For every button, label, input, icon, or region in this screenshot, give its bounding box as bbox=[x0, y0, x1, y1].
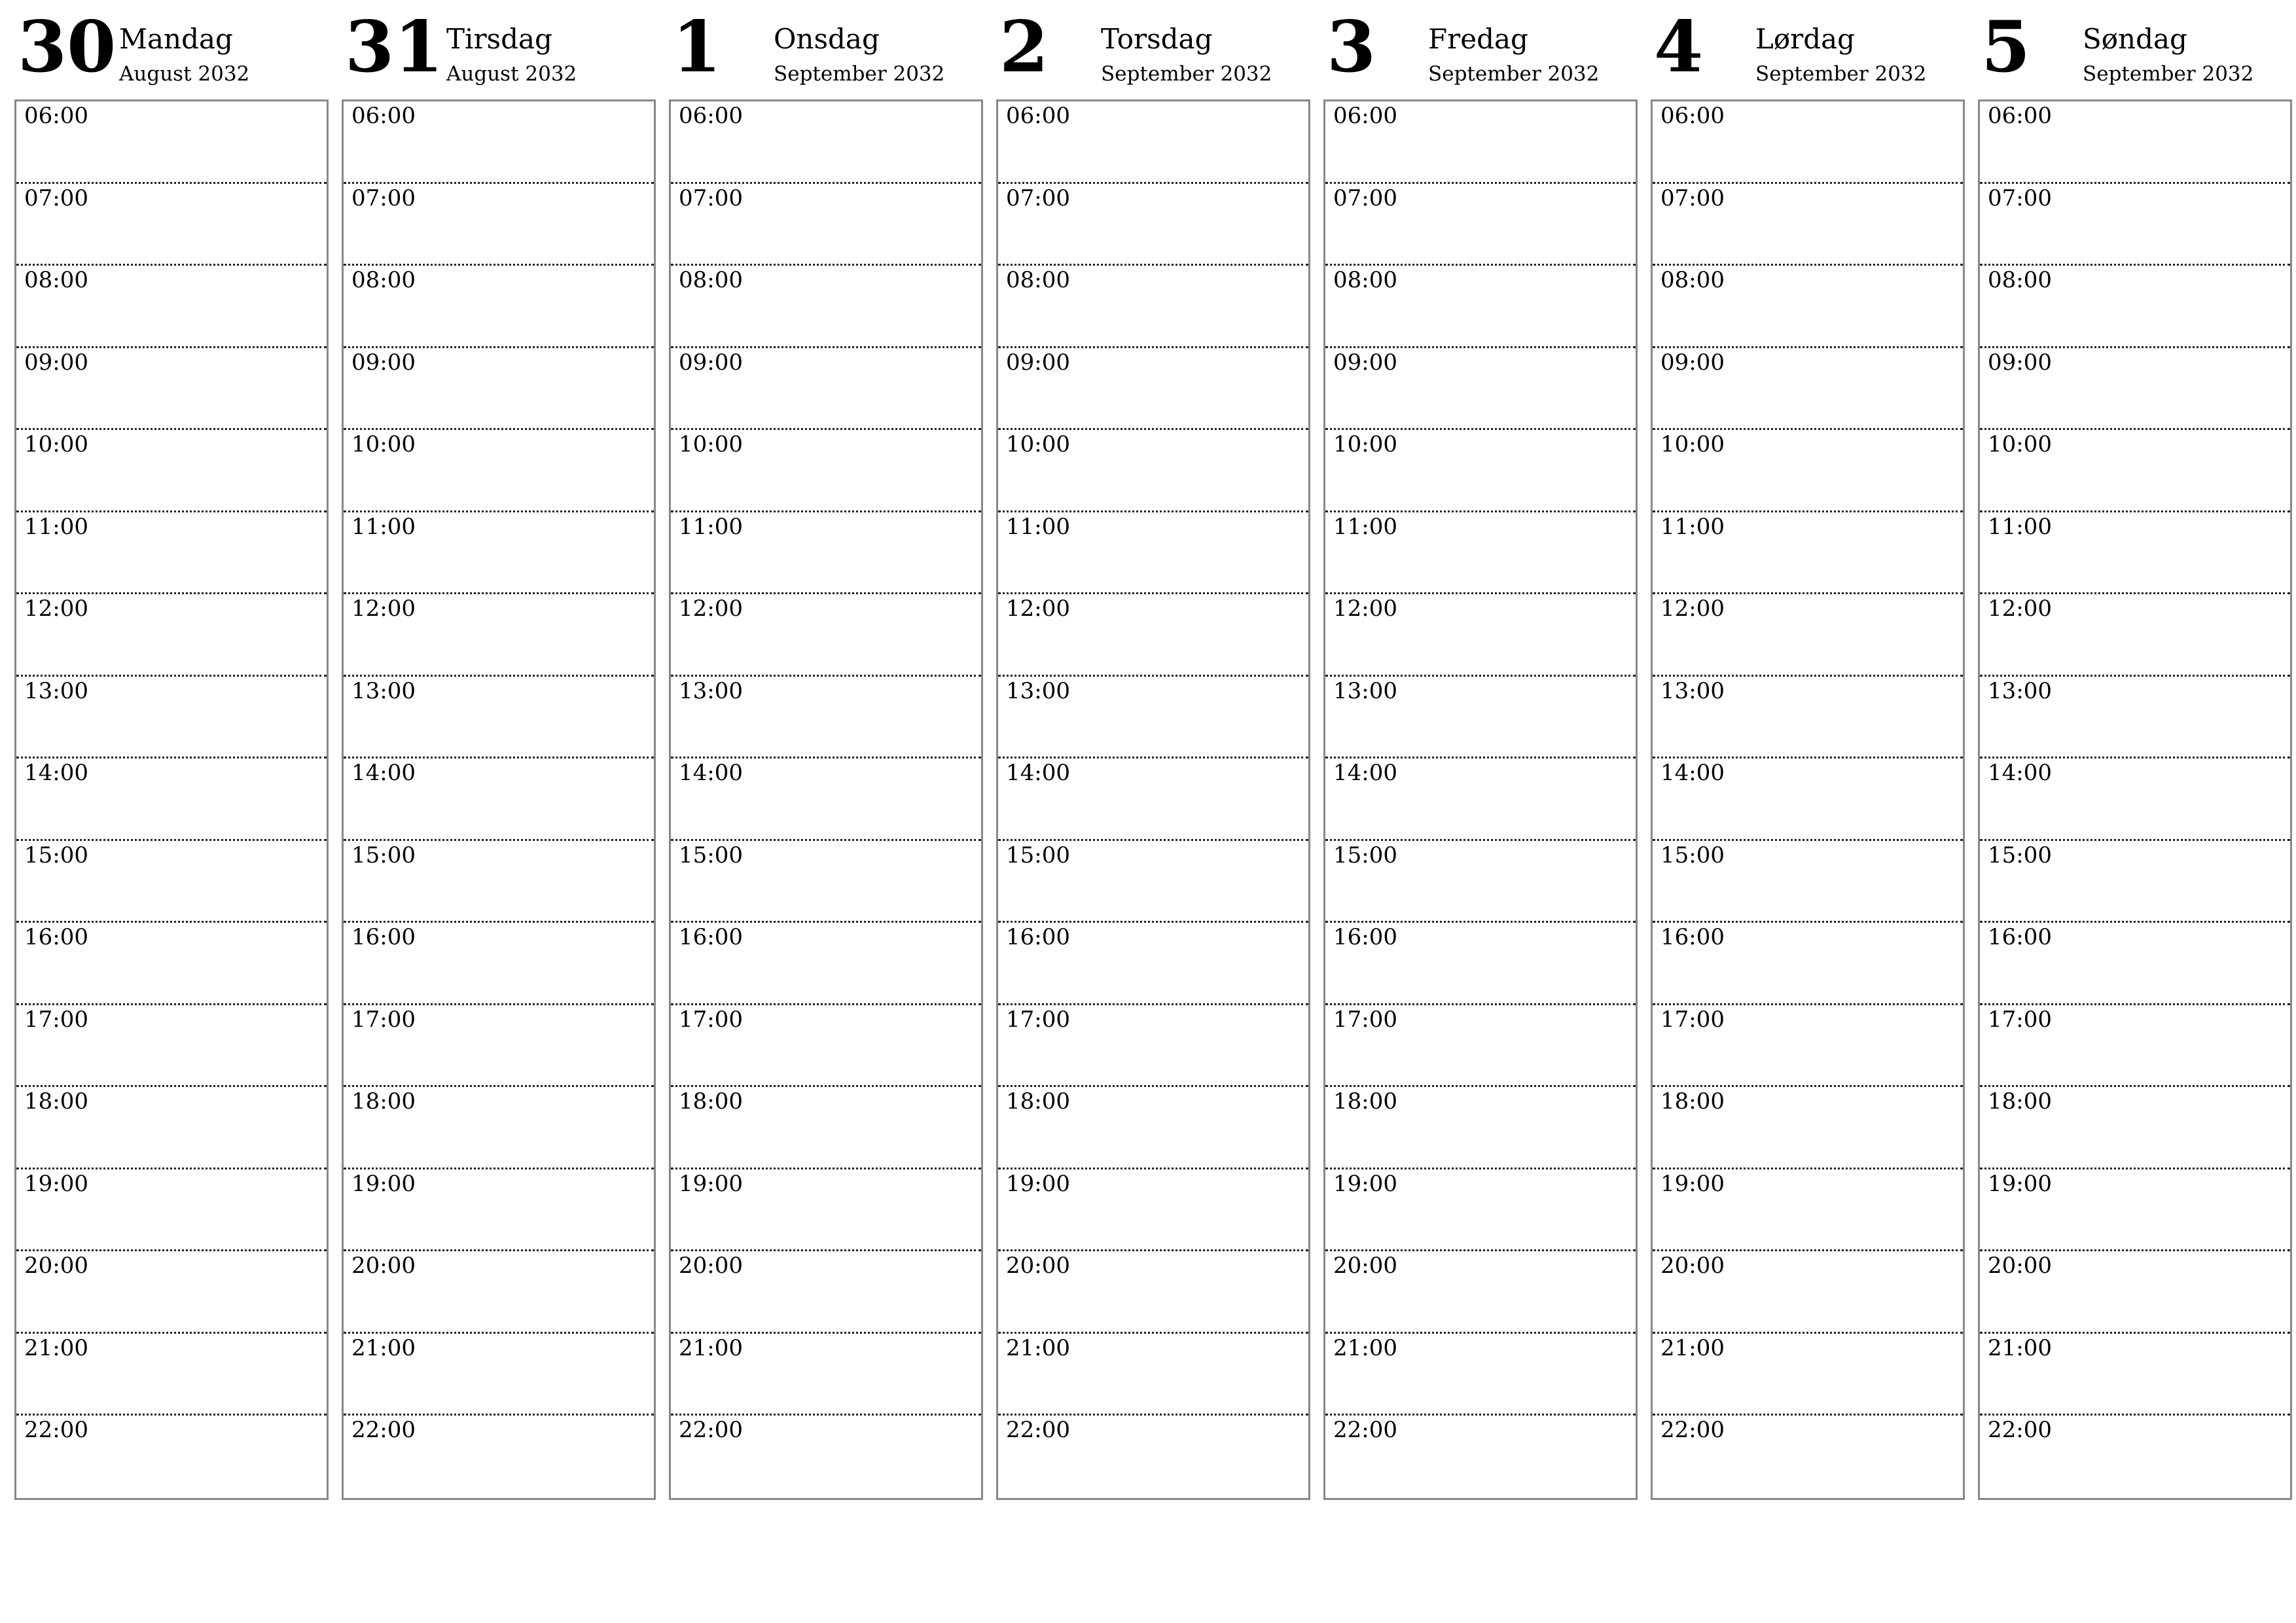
hour-slot bbox=[1980, 1087, 2290, 1169]
hour-label: 09:00 bbox=[24, 349, 88, 376]
hour-label: 06:00 bbox=[1660, 103, 1725, 129]
hour-slot bbox=[1653, 923, 1963, 1005]
hour-slot bbox=[16, 101, 327, 184]
hour-label: 11:00 bbox=[24, 513, 88, 540]
hour-label: 19:00 bbox=[1333, 1170, 1397, 1197]
day-number: 2 bbox=[999, 6, 1049, 88]
hour-label: 22:00 bbox=[1660, 1417, 1725, 1443]
hour-slot bbox=[1325, 512, 1636, 595]
hour-slot bbox=[344, 101, 654, 184]
day-header bbox=[14, 0, 327, 99]
day-header bbox=[669, 0, 982, 99]
hour-label: 17:00 bbox=[24, 1006, 88, 1033]
hour-label: 20:00 bbox=[679, 1253, 743, 1279]
hour-slot bbox=[671, 1251, 981, 1334]
hour-slot bbox=[671, 348, 981, 431]
hour-label: 09:00 bbox=[351, 349, 416, 376]
hour-label: 06:00 bbox=[1988, 103, 2052, 129]
hour-slot bbox=[344, 348, 654, 431]
hour-label: 14:00 bbox=[1006, 760, 1070, 786]
hour-label: 22:00 bbox=[1988, 1417, 2052, 1443]
day-column bbox=[342, 0, 655, 1505]
day-schedule-box bbox=[342, 99, 656, 1500]
hour-slot bbox=[344, 430, 654, 512]
hour-label: 13:00 bbox=[679, 677, 743, 704]
hour-slot bbox=[1653, 677, 1963, 759]
hour-slot bbox=[1325, 348, 1636, 431]
hour-slot bbox=[16, 1005, 327, 1088]
hour-slot bbox=[1653, 1251, 1963, 1334]
hour-label: 07:00 bbox=[24, 185, 88, 211]
hour-slot bbox=[671, 758, 981, 841]
day-header bbox=[1323, 0, 1636, 99]
hour-label: 07:00 bbox=[1333, 185, 1397, 211]
hour-slot bbox=[671, 841, 981, 923]
day-name: Torsdag bbox=[1101, 23, 1213, 55]
hour-label: 06:00 bbox=[24, 103, 88, 129]
day-name: Fredag bbox=[1428, 23, 1528, 55]
hour-slot bbox=[671, 184, 981, 266]
hour-label: 17:00 bbox=[1333, 1006, 1397, 1033]
day-number: 1 bbox=[672, 6, 722, 88]
hour-label: 19:00 bbox=[24, 1170, 88, 1197]
hour-label: 11:00 bbox=[1333, 513, 1397, 540]
hour-slot bbox=[1653, 594, 1963, 677]
hour-label: 15:00 bbox=[24, 842, 88, 868]
hour-label: 08:00 bbox=[351, 267, 416, 293]
month-year: September 2032 bbox=[2083, 62, 2254, 86]
hour-slot bbox=[344, 1169, 654, 1252]
hour-label: 21:00 bbox=[1006, 1334, 1070, 1361]
hour-slot bbox=[1653, 512, 1963, 595]
hour-slot bbox=[16, 594, 327, 677]
hour-label: 15:00 bbox=[1988, 842, 2052, 868]
hour-label: 20:00 bbox=[351, 1253, 416, 1279]
hour-label: 17:00 bbox=[351, 1006, 416, 1033]
hour-label: 11:00 bbox=[1006, 513, 1070, 540]
hour-label: 16:00 bbox=[24, 924, 88, 950]
hour-label: 15:00 bbox=[351, 842, 416, 868]
hour-slot bbox=[1325, 841, 1636, 923]
hour-slot bbox=[1653, 348, 1963, 431]
hour-label: 13:00 bbox=[1660, 677, 1725, 704]
hour-slot bbox=[998, 923, 1308, 1005]
hour-label: 12:00 bbox=[679, 596, 743, 622]
hour-label: 09:00 bbox=[1660, 349, 1725, 376]
hour-slot bbox=[16, 430, 327, 512]
hour-label: 15:00 bbox=[1660, 842, 1725, 868]
hour-label: 07:00 bbox=[1660, 185, 1725, 211]
hour-label: 20:00 bbox=[1660, 1253, 1725, 1279]
month-year: September 2032 bbox=[1101, 62, 1272, 86]
hour-label: 12:00 bbox=[24, 596, 88, 622]
hour-slot bbox=[16, 758, 327, 841]
hour-slot bbox=[998, 1087, 1308, 1169]
day-schedule-box bbox=[14, 99, 329, 1500]
day-column bbox=[1323, 0, 1636, 1505]
hour-label: 08:00 bbox=[1660, 267, 1725, 293]
hour-label: 18:00 bbox=[24, 1088, 88, 1115]
hour-label: 14:00 bbox=[1660, 760, 1725, 786]
hour-label: 12:00 bbox=[1006, 596, 1070, 622]
hour-slot bbox=[998, 758, 1308, 841]
hour-label: 13:00 bbox=[1988, 677, 2052, 704]
day-number: 31 bbox=[345, 6, 444, 88]
hour-label: 12:00 bbox=[1660, 596, 1725, 622]
hour-slot bbox=[16, 512, 327, 595]
hour-label: 18:00 bbox=[351, 1088, 416, 1115]
hour-label: 08:00 bbox=[1333, 267, 1397, 293]
hour-label: 13:00 bbox=[351, 677, 416, 704]
hour-slot bbox=[344, 1334, 654, 1416]
hour-slot bbox=[1653, 101, 1963, 184]
hour-slot bbox=[1980, 1416, 2290, 1498]
hour-slot bbox=[1653, 1169, 1963, 1252]
hour-label: 09:00 bbox=[1988, 349, 2052, 376]
hour-label: 21:00 bbox=[679, 1334, 743, 1361]
month-year: September 2032 bbox=[1428, 62, 1600, 86]
hour-label: 19:00 bbox=[1988, 1170, 2052, 1197]
day-schedule-box bbox=[1978, 99, 2292, 1500]
hour-label: 14:00 bbox=[679, 760, 743, 786]
hour-label: 08:00 bbox=[1988, 267, 2052, 293]
hour-label: 21:00 bbox=[351, 1334, 416, 1361]
hour-label: 10:00 bbox=[679, 431, 743, 457]
day-schedule-box bbox=[669, 99, 983, 1500]
hour-slot bbox=[1325, 1005, 1636, 1088]
day-column bbox=[1978, 0, 2291, 1505]
hour-slot bbox=[344, 1005, 654, 1088]
hour-slot bbox=[1980, 1005, 2290, 1088]
hour-label: 09:00 bbox=[679, 349, 743, 376]
hour-label: 17:00 bbox=[1660, 1006, 1725, 1033]
hour-label: 19:00 bbox=[1660, 1170, 1725, 1197]
hour-slot bbox=[1325, 1334, 1636, 1416]
hour-slot bbox=[1653, 430, 1963, 512]
hour-slot bbox=[671, 266, 981, 348]
hour-slot bbox=[16, 923, 327, 1005]
hour-slot bbox=[344, 512, 654, 595]
hour-slot bbox=[998, 1334, 1308, 1416]
day-schedule-box bbox=[1323, 99, 1638, 1500]
hour-slot bbox=[344, 184, 654, 266]
hour-slot bbox=[1653, 1087, 1963, 1169]
hour-slot bbox=[998, 184, 1308, 266]
hour-slot bbox=[344, 266, 654, 348]
hour-slot bbox=[1653, 758, 1963, 841]
month-year: August 2032 bbox=[446, 62, 577, 86]
hour-slot bbox=[1325, 1416, 1636, 1498]
hour-slot bbox=[16, 677, 327, 759]
hour-label: 14:00 bbox=[24, 760, 88, 786]
hour-label: 19:00 bbox=[1006, 1170, 1070, 1197]
hour-slot bbox=[344, 841, 654, 923]
hour-label: 16:00 bbox=[351, 924, 416, 950]
hour-slot bbox=[1325, 430, 1636, 512]
hour-label: 06:00 bbox=[351, 103, 416, 129]
hour-slot bbox=[1980, 758, 2290, 841]
hour-slot bbox=[1980, 594, 2290, 677]
hour-slot bbox=[16, 1251, 327, 1334]
hour-label: 12:00 bbox=[1988, 596, 2052, 622]
month-year: September 2032 bbox=[774, 62, 945, 86]
hour-label: 10:00 bbox=[1660, 431, 1725, 457]
hour-label: 16:00 bbox=[1006, 924, 1070, 950]
hour-label: 16:00 bbox=[1660, 924, 1725, 950]
hour-slot bbox=[1653, 1416, 1963, 1498]
hour-label: 09:00 bbox=[1006, 349, 1070, 376]
hour-slot bbox=[1980, 184, 2290, 266]
hour-slot bbox=[998, 841, 1308, 923]
hour-label: 21:00 bbox=[24, 1334, 88, 1361]
hour-slot bbox=[16, 348, 327, 431]
day-name: Lørdag bbox=[1755, 23, 1856, 55]
hour-slot bbox=[671, 594, 981, 677]
hour-label: 19:00 bbox=[679, 1170, 743, 1197]
hour-label: 18:00 bbox=[1660, 1088, 1725, 1115]
hour-slot bbox=[344, 758, 654, 841]
day-column bbox=[996, 0, 1309, 1505]
hour-slot bbox=[1325, 184, 1636, 266]
hour-slot bbox=[344, 1087, 654, 1169]
hour-slot bbox=[344, 1251, 654, 1334]
hour-label: 20:00 bbox=[24, 1253, 88, 1279]
hour-slot bbox=[1980, 101, 2290, 184]
hour-slot bbox=[16, 841, 327, 923]
hour-label: 07:00 bbox=[1006, 185, 1070, 211]
hour-label: 14:00 bbox=[1333, 760, 1397, 786]
hour-label: 08:00 bbox=[1006, 267, 1070, 293]
hour-slot bbox=[998, 101, 1308, 184]
hour-label: 22:00 bbox=[24, 1417, 88, 1443]
hour-slot bbox=[671, 1416, 981, 1498]
hour-label: 15:00 bbox=[1006, 842, 1070, 868]
hour-label: 08:00 bbox=[679, 267, 743, 293]
day-name: Onsdag bbox=[774, 23, 880, 55]
hour-label: 19:00 bbox=[351, 1170, 416, 1197]
hour-label: 10:00 bbox=[1333, 431, 1397, 457]
day-header bbox=[1978, 0, 2291, 99]
hour-slot bbox=[1325, 758, 1636, 841]
hour-slot bbox=[1980, 1251, 2290, 1334]
hour-label: 13:00 bbox=[1006, 677, 1070, 704]
hour-slot bbox=[1980, 266, 2290, 348]
day-number: 3 bbox=[1327, 6, 1376, 88]
hour-slot bbox=[1980, 430, 2290, 512]
hour-label: 10:00 bbox=[1988, 431, 2052, 457]
hour-slot bbox=[998, 1416, 1308, 1498]
day-number: 5 bbox=[1981, 6, 2031, 88]
day-name: Tirsdag bbox=[446, 23, 552, 55]
day-number: 30 bbox=[18, 6, 117, 88]
hour-slot bbox=[344, 923, 654, 1005]
hour-slot bbox=[1325, 1169, 1636, 1252]
hour-slot bbox=[1980, 512, 2290, 595]
hour-label: 07:00 bbox=[1988, 185, 2052, 211]
hour-label: 08:00 bbox=[24, 267, 88, 293]
hour-label: 16:00 bbox=[1333, 924, 1397, 950]
hour-label: 12:00 bbox=[351, 596, 416, 622]
hour-slot bbox=[1653, 1005, 1963, 1088]
hour-slot bbox=[16, 266, 327, 348]
day-column bbox=[1651, 0, 1964, 1505]
hour-label: 22:00 bbox=[1333, 1417, 1397, 1443]
hour-label: 10:00 bbox=[351, 431, 416, 457]
hour-label: 11:00 bbox=[1660, 513, 1725, 540]
hour-label: 21:00 bbox=[1988, 1334, 2052, 1361]
hour-slot bbox=[16, 1416, 327, 1498]
hour-slot bbox=[998, 266, 1308, 348]
hour-label: 18:00 bbox=[1006, 1088, 1070, 1115]
hour-label: 06:00 bbox=[1006, 103, 1070, 129]
hour-slot bbox=[16, 184, 327, 266]
hour-label: 16:00 bbox=[1988, 924, 2052, 950]
hour-label: 17:00 bbox=[679, 1006, 743, 1033]
hour-slot bbox=[671, 1169, 981, 1252]
hour-slot bbox=[1325, 677, 1636, 759]
hour-label: 11:00 bbox=[679, 513, 743, 540]
hour-slot bbox=[1325, 1087, 1636, 1169]
hour-label: 06:00 bbox=[1333, 103, 1397, 129]
hour-slot bbox=[1653, 841, 1963, 923]
day-schedule-box bbox=[996, 99, 1310, 1500]
hour-label: 17:00 bbox=[1988, 1006, 2052, 1033]
hour-slot bbox=[1325, 101, 1636, 184]
hour-label: 14:00 bbox=[1988, 760, 2052, 786]
hour-label: 10:00 bbox=[1006, 431, 1070, 457]
hour-slot bbox=[998, 348, 1308, 431]
hour-slot bbox=[344, 1416, 654, 1498]
hour-label: 21:00 bbox=[1333, 1334, 1397, 1361]
hour-label: 22:00 bbox=[679, 1417, 743, 1443]
hour-label: 11:00 bbox=[1988, 513, 2052, 540]
hour-slot bbox=[1653, 266, 1963, 348]
hour-label: 22:00 bbox=[351, 1417, 416, 1443]
hour-slot bbox=[671, 101, 981, 184]
hour-slot bbox=[998, 512, 1308, 595]
hour-slot bbox=[998, 430, 1308, 512]
day-schedule-box bbox=[1651, 99, 1965, 1500]
day-header bbox=[996, 0, 1309, 99]
hour-slot bbox=[1980, 923, 2290, 1005]
hour-slot bbox=[344, 594, 654, 677]
hour-slot bbox=[998, 1251, 1308, 1334]
hour-label: 22:00 bbox=[1006, 1417, 1070, 1443]
hour-slot bbox=[671, 1087, 981, 1169]
hour-slot bbox=[671, 430, 981, 512]
day-number: 4 bbox=[1654, 6, 1704, 88]
hour-label: 09:00 bbox=[1333, 349, 1397, 376]
hour-label: 21:00 bbox=[1660, 1334, 1725, 1361]
hour-label: 14:00 bbox=[351, 760, 416, 786]
hour-slot bbox=[1980, 677, 2290, 759]
hour-label: 13:00 bbox=[1333, 677, 1397, 704]
hour-slot bbox=[671, 923, 981, 1005]
hour-slot bbox=[16, 1334, 327, 1416]
hour-slot bbox=[671, 677, 981, 759]
hour-slot bbox=[1980, 348, 2290, 431]
day-column bbox=[14, 0, 327, 1505]
hour-label: 06:00 bbox=[679, 103, 743, 129]
hour-label: 13:00 bbox=[24, 677, 88, 704]
hour-slot bbox=[998, 1169, 1308, 1252]
hour-slot bbox=[1325, 594, 1636, 677]
hour-slot bbox=[671, 512, 981, 595]
hour-slot bbox=[1980, 1334, 2290, 1416]
hour-label: 10:00 bbox=[24, 431, 88, 457]
day-column bbox=[669, 0, 982, 1505]
month-year: September 2032 bbox=[1755, 62, 1927, 86]
hour-slot bbox=[344, 677, 654, 759]
hour-slot bbox=[1653, 184, 1963, 266]
hour-label: 20:00 bbox=[1333, 1253, 1397, 1279]
hour-label: 20:00 bbox=[1006, 1253, 1070, 1279]
month-year: August 2032 bbox=[119, 62, 250, 86]
hour-slot bbox=[998, 1005, 1308, 1088]
hour-slot bbox=[671, 1334, 981, 1416]
hour-label: 12:00 bbox=[1333, 596, 1397, 622]
hour-label: 15:00 bbox=[679, 842, 743, 868]
hour-label: 20:00 bbox=[1988, 1253, 2052, 1279]
hour-label: 16:00 bbox=[679, 924, 743, 950]
hour-slot bbox=[16, 1087, 327, 1169]
day-name: Mandag bbox=[119, 23, 233, 55]
hour-slot bbox=[1325, 266, 1636, 348]
hour-slot bbox=[1325, 1251, 1636, 1334]
hour-label: 18:00 bbox=[1333, 1088, 1397, 1115]
hour-label: 07:00 bbox=[351, 185, 416, 211]
weekly-planner bbox=[14, 0, 2284, 1505]
hour-label: 15:00 bbox=[1333, 842, 1397, 868]
hour-slot bbox=[998, 594, 1308, 677]
hour-slot bbox=[16, 1169, 327, 1252]
hour-slot bbox=[998, 677, 1308, 759]
hour-label: 17:00 bbox=[1006, 1006, 1070, 1033]
day-header bbox=[1651, 0, 1964, 99]
hour-slot bbox=[671, 1005, 981, 1088]
hour-label: 07:00 bbox=[679, 185, 743, 211]
hour-label: 11:00 bbox=[351, 513, 416, 540]
day-header bbox=[342, 0, 655, 99]
hour-slot bbox=[1980, 841, 2290, 923]
hour-label: 18:00 bbox=[1988, 1088, 2052, 1115]
hour-label: 18:00 bbox=[679, 1088, 743, 1115]
day-name: Søndag bbox=[2083, 23, 2187, 55]
hour-slot bbox=[1653, 1334, 1963, 1416]
hour-slot bbox=[1980, 1169, 2290, 1252]
hour-slot bbox=[1325, 923, 1636, 1005]
